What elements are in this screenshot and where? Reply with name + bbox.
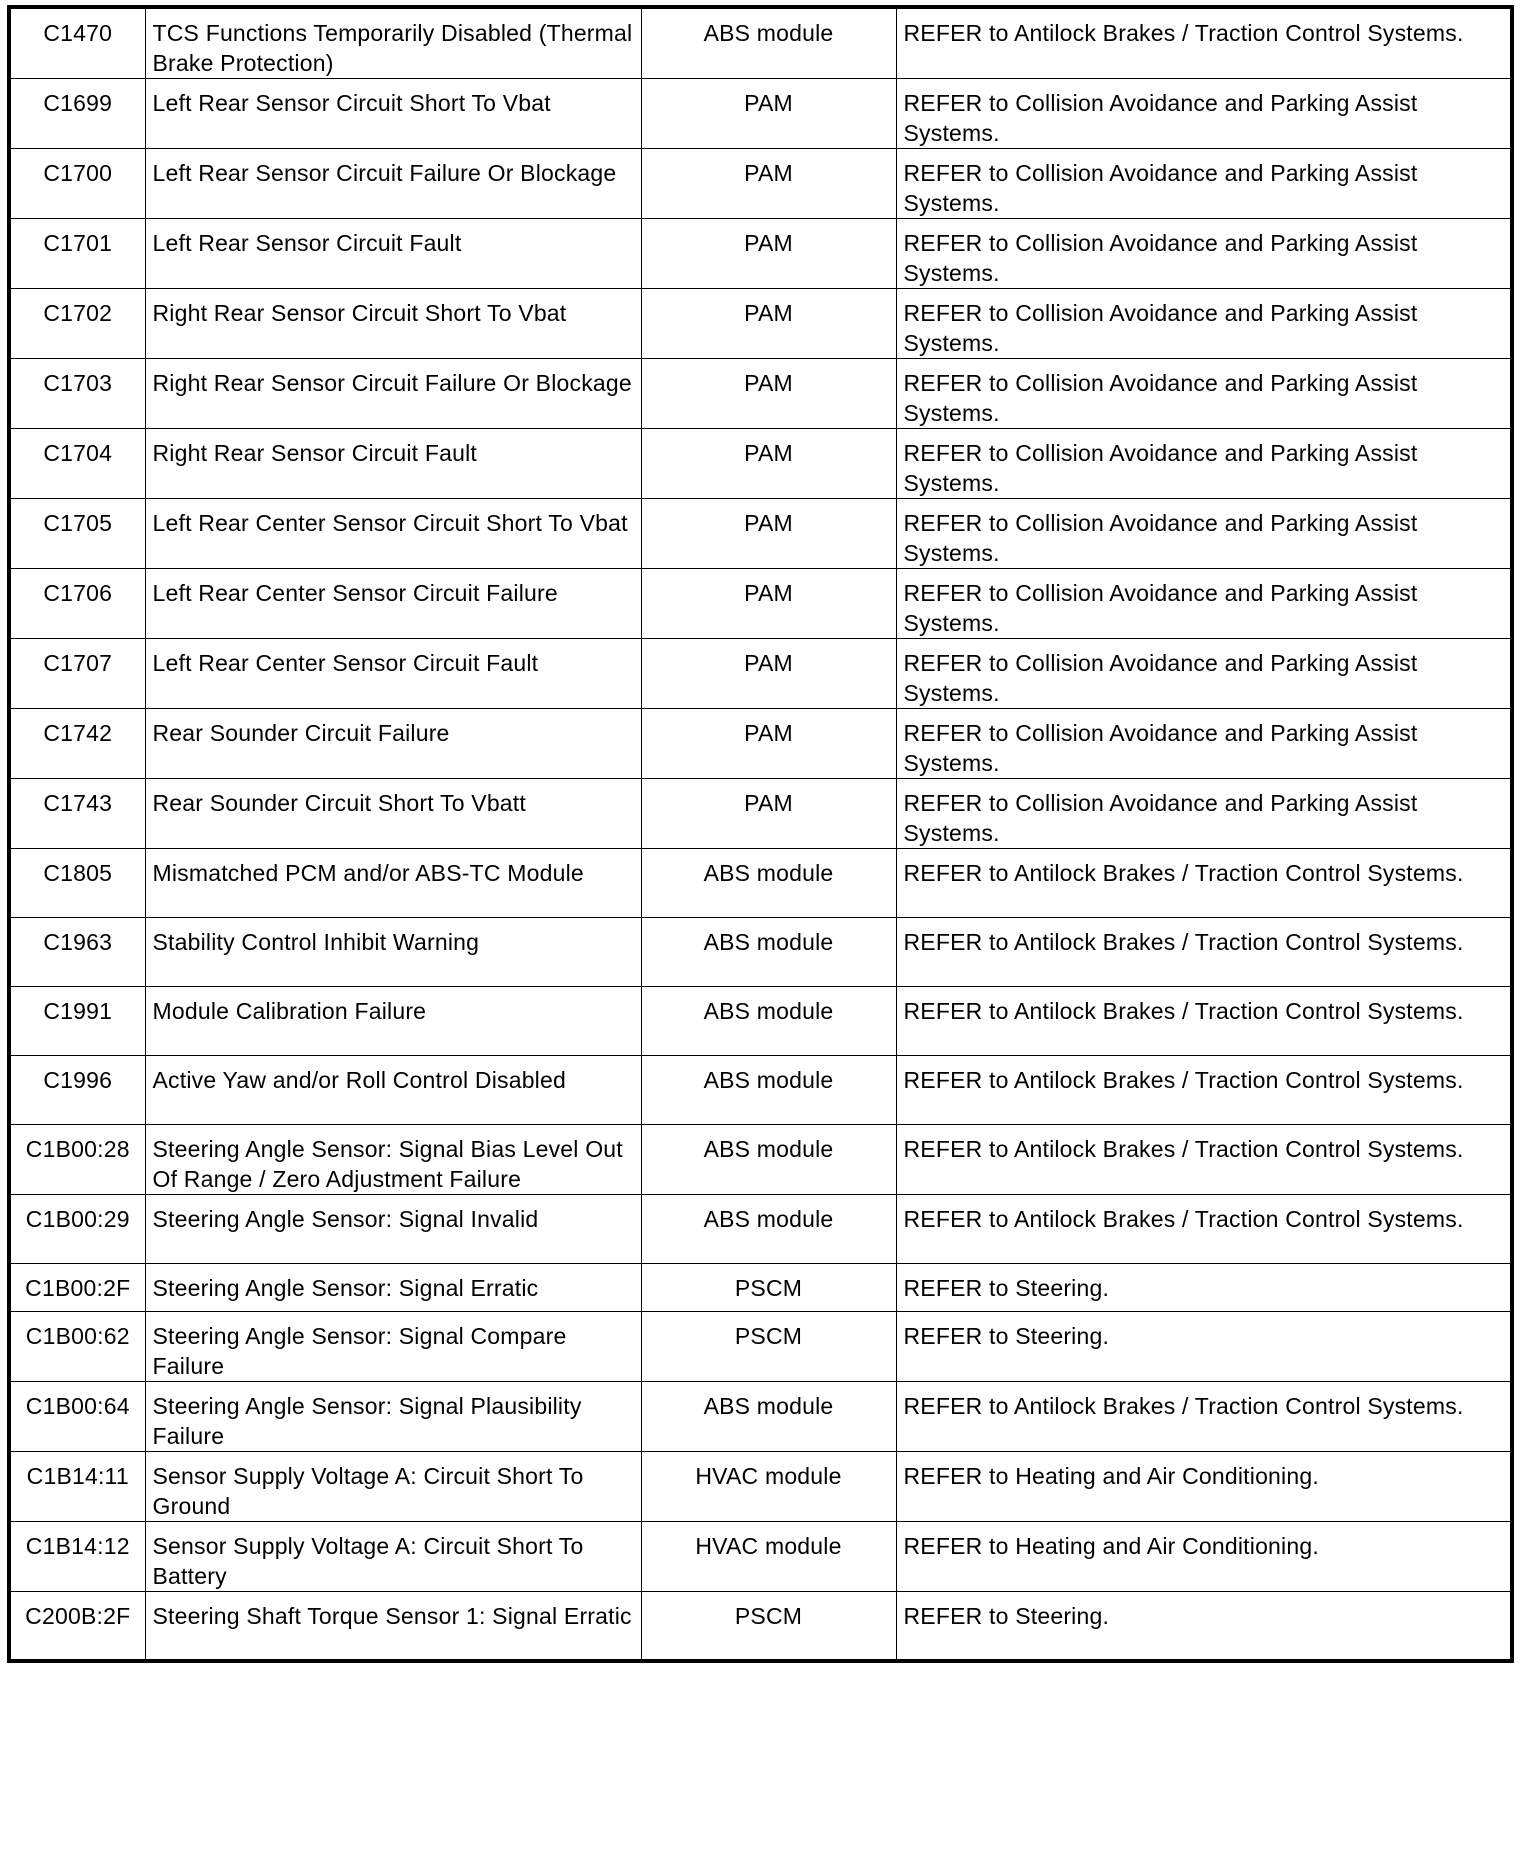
table-row [9, 429, 1512, 499]
dtc-code-cell: C1470 [9, 7, 145, 79]
dtc-action-cell: REFER to Antilock Brakes / Traction Control Systems. [896, 1125, 1512, 1195]
dtc-action-cell: REFER to Antilock Brakes / Traction Control Systems. [896, 987, 1512, 1056]
dtc-action-cell: REFER to Collision Avoidance and Parking Assist Systems. [896, 569, 1512, 639]
dtc-code-cell: C1805 [9, 849, 145, 918]
table-row [9, 7, 1512, 79]
dtc-action-cell: REFER to Antilock Brakes / Traction Control Systems. [896, 1056, 1512, 1125]
dtc-code-cell: C1705 [9, 499, 145, 569]
dtc-module-cell: PAM [641, 499, 896, 569]
table-row [9, 779, 1512, 849]
dtc-module-cell: PAM [641, 219, 896, 289]
dtc-description-cell: Steering Shaft Torque Sensor 1: Signal Erratic [145, 1592, 641, 1661]
dtc-module-cell: PAM [641, 639, 896, 709]
dtc-description-cell: Module Calibration Failure [145, 987, 641, 1056]
dtc-description-cell: Left Rear Sensor Circuit Fault [145, 219, 641, 289]
dtc-description-cell: Stability Control Inhibit Warning [145, 918, 641, 987]
table-row [9, 149, 1512, 219]
dtc-action-cell: REFER to Collision Avoidance and Parking Assist Systems. [896, 499, 1512, 569]
dtc-module-cell: PAM [641, 79, 896, 149]
dtc-module-cell: PAM [641, 569, 896, 639]
dtc-description-cell: Sensor Supply Voltage A: Circuit Short To Ground [145, 1452, 641, 1522]
dtc-code-cell: C1699 [9, 79, 145, 149]
dtc-code-cell: C1704 [9, 429, 145, 499]
dtc-action-cell: REFER to Collision Avoidance and Parking Assist Systems. [896, 639, 1512, 709]
dtc-action-cell: REFER to Antilock Brakes / Traction Control Systems. [896, 849, 1512, 918]
dtc-description-cell: Left Rear Center Sensor Circuit Short To Vbat [145, 499, 641, 569]
table-row [9, 987, 1512, 1056]
dtc-code-cell: C200B:2F [9, 1592, 145, 1661]
dtc-description-cell: TCS Functions Temporarily Disabled (Thermal Brake Protection) [145, 7, 641, 79]
dtc-module-cell: ABS module [641, 1382, 896, 1452]
dtc-module-cell: PAM [641, 709, 896, 779]
dtc-code-cell: C1707 [9, 639, 145, 709]
table-row [9, 918, 1512, 987]
dtc-module-cell: PAM [641, 359, 896, 429]
dtc-action-cell: REFER to Heating and Air Conditioning. [896, 1522, 1512, 1592]
table-row [9, 1264, 1512, 1312]
dtc-module-cell: ABS module [641, 7, 896, 79]
table-row [9, 709, 1512, 779]
dtc-description-cell: Mismatched PCM and/or ABS-TC Module [145, 849, 641, 918]
table-row [9, 1382, 1512, 1452]
dtc-module-cell: PAM [641, 429, 896, 499]
dtc-code-cell: C1700 [9, 149, 145, 219]
dtc-description-cell: Steering Angle Sensor: Signal Compare Failure [145, 1312, 641, 1382]
dtc-action-cell: REFER to Collision Avoidance and Parking Assist Systems. [896, 289, 1512, 359]
table-row [9, 1452, 1512, 1522]
table-row [9, 569, 1512, 639]
dtc-code-cell: C1701 [9, 219, 145, 289]
dtc-code-cell: C1B00:29 [9, 1195, 145, 1264]
dtc-module-cell: ABS module [641, 1195, 896, 1264]
dtc-code-cell: C1B14:12 [9, 1522, 145, 1592]
dtc-action-cell: REFER to Antilock Brakes / Traction Control Systems. [896, 918, 1512, 987]
table-row [9, 359, 1512, 429]
dtc-code-cell: C1996 [9, 1056, 145, 1125]
dtc-module-cell: PAM [641, 779, 896, 849]
dtc-table-body [9, 7, 1512, 1661]
table-row [9, 639, 1512, 709]
table-row [9, 79, 1512, 149]
dtc-description-cell: Sensor Supply Voltage A: Circuit Short To Battery [145, 1522, 641, 1592]
dtc-table [7, 5, 1514, 1663]
dtc-action-cell: REFER to Collision Avoidance and Parking Assist Systems. [896, 79, 1512, 149]
dtc-description-cell: Left Rear Center Sensor Circuit Failure [145, 569, 641, 639]
dtc-module-cell: HVAC module [641, 1522, 896, 1592]
table-row [9, 1195, 1512, 1264]
table-row [9, 1312, 1512, 1382]
dtc-description-cell: Right Rear Sensor Circuit Failure Or Blockage [145, 359, 641, 429]
dtc-module-cell: ABS module [641, 987, 896, 1056]
dtc-description-cell: Left Rear Center Sensor Circuit Fault [145, 639, 641, 709]
dtc-action-cell: REFER to Collision Avoidance and Parking Assist Systems. [896, 359, 1512, 429]
table-row [9, 289, 1512, 359]
table-row [9, 849, 1512, 918]
dtc-action-cell: REFER to Antilock Brakes / Traction Control Systems. [896, 7, 1512, 79]
dtc-description-cell: Rear Sounder Circuit Short To Vbatt [145, 779, 641, 849]
dtc-module-cell: ABS module [641, 918, 896, 987]
dtc-action-cell: REFER to Antilock Brakes / Traction Control Systems. [896, 1382, 1512, 1452]
dtc-code-cell: C1B00:28 [9, 1125, 145, 1195]
dtc-code-cell: C1B14:11 [9, 1452, 145, 1522]
dtc-module-cell: ABS module [641, 849, 896, 918]
table-row [9, 1125, 1512, 1195]
dtc-description-cell: Rear Sounder Circuit Failure [145, 709, 641, 779]
dtc-code-cell: C1B00:62 [9, 1312, 145, 1382]
dtc-description-cell: Left Rear Sensor Circuit Failure Or Blockage [145, 149, 641, 219]
dtc-description-cell: Steering Angle Sensor: Signal Plausibility Failure [145, 1382, 641, 1452]
dtc-action-cell: REFER to Collision Avoidance and Parking Assist Systems. [896, 429, 1512, 499]
dtc-description-cell: Active Yaw and/or Roll Control Disabled [145, 1056, 641, 1125]
dtc-action-cell: REFER to Antilock Brakes / Traction Control Systems. [896, 1195, 1512, 1264]
dtc-code-cell: C1991 [9, 987, 145, 1056]
table-row [9, 1056, 1512, 1125]
dtc-action-cell: REFER to Steering. [896, 1264, 1512, 1312]
dtc-module-cell: PSCM [641, 1312, 896, 1382]
dtc-action-cell: REFER to Heating and Air Conditioning. [896, 1452, 1512, 1522]
dtc-action-cell: REFER to Collision Avoidance and Parking Assist Systems. [896, 709, 1512, 779]
dtc-action-cell: REFER to Collision Avoidance and Parking Assist Systems. [896, 149, 1512, 219]
dtc-module-cell: PSCM [641, 1592, 896, 1661]
dtc-module-cell: HVAC module [641, 1452, 896, 1522]
dtc-action-cell: REFER to Collision Avoidance and Parking Assist Systems. [896, 219, 1512, 289]
dtc-code-cell: C1742 [9, 709, 145, 779]
dtc-module-cell: ABS module [641, 1125, 896, 1195]
dtc-code-cell: C1703 [9, 359, 145, 429]
dtc-module-cell: ABS module [641, 1056, 896, 1125]
dtc-code-cell: C1B00:2F [9, 1264, 145, 1312]
table-row [9, 499, 1512, 569]
dtc-description-cell: Steering Angle Sensor: Signal Bias Level Out Of Range / Zero Adjustment Failure [145, 1125, 641, 1195]
dtc-code-cell: C1702 [9, 289, 145, 359]
dtc-description-cell: Right Rear Sensor Circuit Short To Vbat [145, 289, 641, 359]
dtc-action-cell: REFER to Steering. [896, 1312, 1512, 1382]
dtc-module-cell: PAM [641, 149, 896, 219]
table-row [9, 1592, 1512, 1661]
dtc-code-cell: C1706 [9, 569, 145, 639]
dtc-description-cell: Right Rear Sensor Circuit Fault [145, 429, 641, 499]
dtc-module-cell: PAM [641, 289, 896, 359]
dtc-action-cell: REFER to Steering. [896, 1592, 1512, 1661]
dtc-description-cell: Left Rear Sensor Circuit Short To Vbat [145, 79, 641, 149]
dtc-description-cell: Steering Angle Sensor: Signal Invalid [145, 1195, 641, 1264]
dtc-module-cell: PSCM [641, 1264, 896, 1312]
dtc-description-cell: Steering Angle Sensor: Signal Erratic [145, 1264, 641, 1312]
dtc-action-cell: REFER to Collision Avoidance and Parking Assist Systems. [896, 779, 1512, 849]
dtc-code-cell: C1743 [9, 779, 145, 849]
dtc-code-cell: C1963 [9, 918, 145, 987]
dtc-code-cell: C1B00:64 [9, 1382, 145, 1452]
table-row [9, 1522, 1512, 1592]
table-row [9, 219, 1512, 289]
